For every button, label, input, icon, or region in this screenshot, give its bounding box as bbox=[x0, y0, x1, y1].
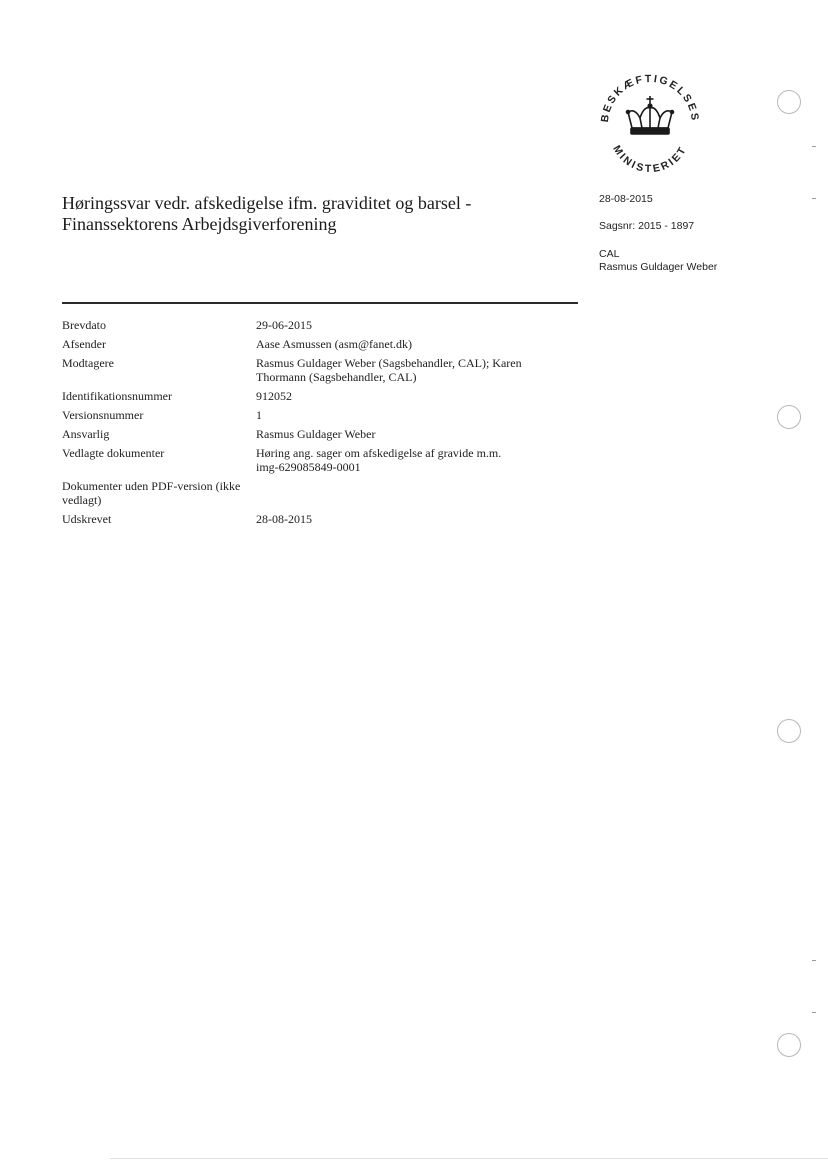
metadata-value-line: 912052 bbox=[256, 389, 292, 403]
metadata-value bbox=[256, 389, 536, 403]
metadata-value-line: Rasmus Guldager Weber bbox=[256, 427, 376, 441]
metadata-row bbox=[62, 337, 582, 351]
document-date: 28-08-2015 bbox=[599, 193, 653, 205]
scan-mark bbox=[812, 198, 816, 199]
metadata-label: Identifikationsnummer bbox=[62, 389, 172, 403]
seal-top-text: BESKÆFTIGELSES bbox=[598, 72, 702, 124]
document-title bbox=[62, 193, 582, 235]
metadata-row bbox=[62, 512, 582, 526]
metadata-table bbox=[62, 318, 582, 531]
seal-bottom-text: MINISTERIET bbox=[610, 143, 690, 174]
metadata-value bbox=[256, 512, 536, 526]
metadata-row bbox=[62, 318, 582, 332]
punch-hole bbox=[777, 90, 801, 114]
metadata-value-line: Thormann (Sagsbehandler, CAL) bbox=[256, 370, 417, 384]
attachment-line: img-629085849-0001 bbox=[256, 460, 361, 474]
metadata-value-line: Rasmus Guldager Weber (Sagsbehandler, CAL); Karen bbox=[256, 356, 522, 370]
document-title-line-1: Høringssvar vedr. afskedigelse ifm. graviditet og barsel - bbox=[62, 193, 472, 213]
ministry-seal bbox=[588, 62, 712, 174]
metadata-value bbox=[256, 337, 536, 351]
metadata-label: Ansvarlig bbox=[62, 427, 110, 441]
punch-hole bbox=[777, 405, 801, 429]
metadata-label: Versionsnummer bbox=[62, 408, 144, 422]
department-code: CAL bbox=[599, 248, 620, 260]
metadata-value bbox=[256, 318, 536, 332]
punch-hole bbox=[777, 1033, 801, 1057]
metadata-row bbox=[62, 427, 582, 441]
crown-icon bbox=[627, 96, 674, 134]
metadata-row bbox=[62, 446, 582, 474]
metadata-row bbox=[62, 356, 582, 384]
metadata-row bbox=[62, 389, 582, 403]
metadata-value-line: 29-06-2015 bbox=[256, 318, 312, 332]
metadata-value bbox=[256, 408, 536, 422]
scan-mark bbox=[812, 146, 816, 147]
metadata-label: Afsender bbox=[62, 337, 106, 351]
document-title-line-2: Finanssektorens Arbejdsgiverforening bbox=[62, 214, 337, 234]
sender-email: Aase Asmussen (asm@fanet.dk) bbox=[256, 337, 413, 351]
metadata-value bbox=[256, 427, 536, 441]
metadata-label: Brevdato bbox=[62, 318, 106, 332]
metadata-row bbox=[62, 479, 582, 507]
metadata-value-line: 28-08-2015 bbox=[256, 512, 312, 526]
case-officer: Rasmus Guldager Weber bbox=[599, 261, 718, 273]
metadata-value bbox=[256, 356, 536, 384]
metadata-label: Vedlagte dokumenter bbox=[62, 446, 165, 460]
metadata-value bbox=[256, 479, 536, 507]
scan-mark bbox=[812, 1012, 816, 1013]
metadata-value bbox=[256, 446, 536, 474]
case-number: Sagsnr: 2015 - 1897 bbox=[599, 220, 695, 232]
metadata-label: Modtagere bbox=[62, 356, 114, 370]
scan-edge bbox=[110, 1158, 828, 1159]
divider bbox=[62, 302, 578, 304]
metadata-row bbox=[62, 408, 582, 422]
attachment-line: Høring ang. sager om afskedigelse af gravide m.m. bbox=[256, 446, 502, 460]
svg-text:MINISTERIET bbox=[610, 143, 689, 174]
metadata-label: Udskrevet bbox=[62, 512, 112, 526]
metadata-label: Dokumenter uden PDF-version (ikke vedlagt) bbox=[62, 479, 241, 507]
punch-hole bbox=[777, 719, 801, 743]
scan-mark bbox=[812, 960, 816, 961]
metadata-value-line: 1 bbox=[256, 408, 262, 422]
